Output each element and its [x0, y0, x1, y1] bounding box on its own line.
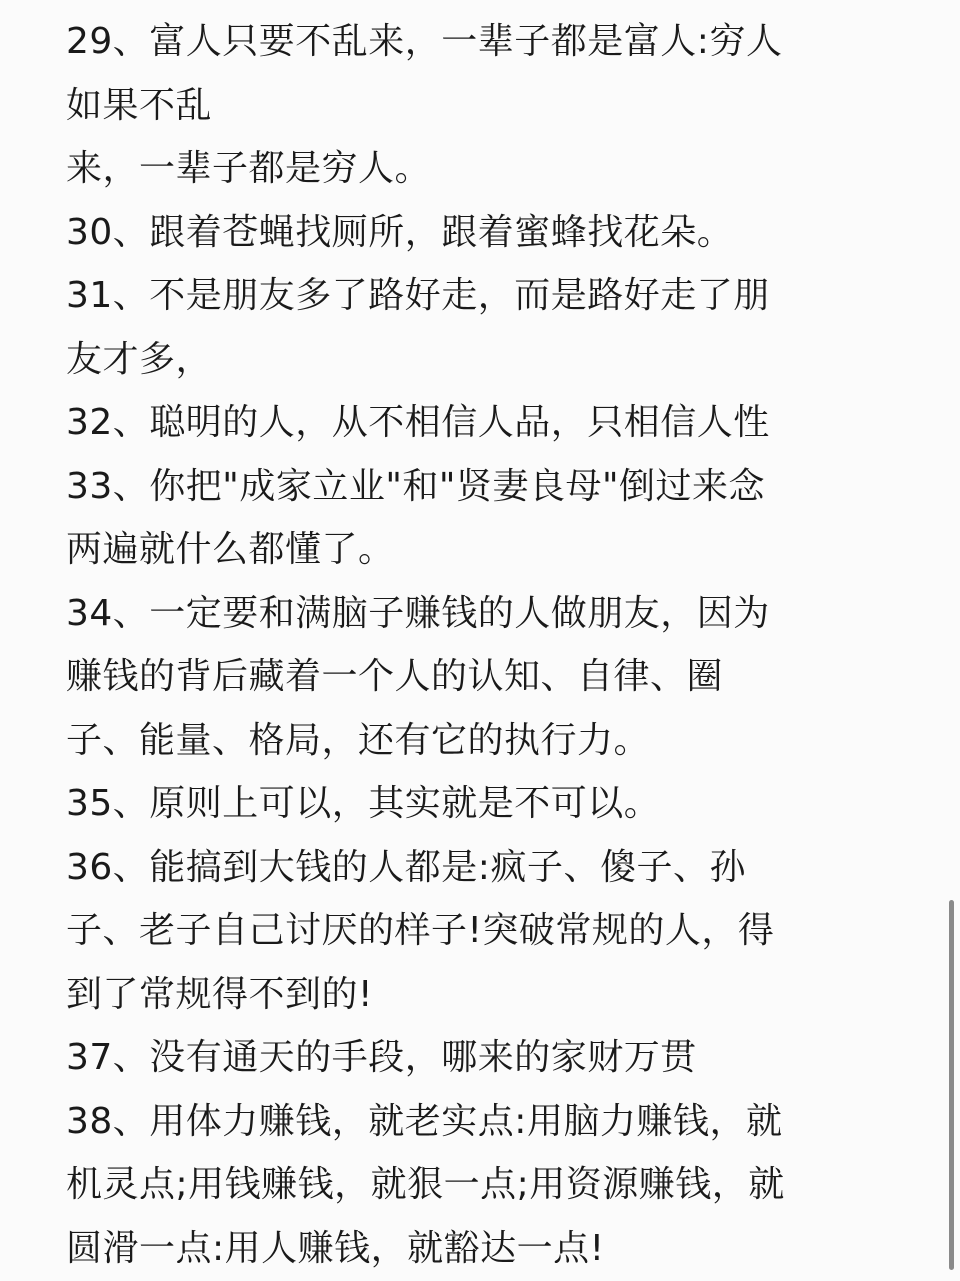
text-line: 30、跟着苍蝇找厕所，跟着蜜蜂找花朵。	[66, 211, 734, 253]
text-line: 33、你把"成家立业"和"贤妻良母"倒过来念	[66, 465, 766, 507]
text-line: 36、能搞到大钱的人都是:疯子、傻子、孙	[66, 846, 746, 888]
text-line: 31、不是朋友多了路好走，而是路好走了朋	[66, 275, 770, 316]
text-line: 子、老子自己讨厌的样子!突破常规的人，得	[66, 910, 775, 951]
text-line: 32、聪明的人，从不相信人品，只相信人性	[66, 402, 770, 443]
text-line: 如果不乱	[66, 84, 213, 126]
scrollbar[interactable]	[949, 900, 954, 1270]
text-line: 35、原则上可以，其实就是不可以。	[66, 783, 661, 824]
text-line: 机灵点;用钱赚钱，就狠一点;用资源赚钱，就	[66, 1164, 785, 1205]
text-line: 来，一辈子都是穷人。	[66, 148, 432, 189]
text-line: 29、富人只要不乱来，一辈子都是富人:穷人	[66, 21, 783, 62]
quote-list	[66, 10, 946, 1280]
text-line: 子、能量、格局，还有它的执行力。	[66, 719, 651, 761]
text-line: 到了常规得不到的!	[66, 973, 373, 1015]
text-line: 两遍就什么都懂了。	[66, 529, 395, 570]
text-line: 37、没有通天的手段，哪来的家财万贯	[66, 1037, 697, 1078]
text-line: 友才多，	[66, 338, 213, 380]
text-line: 34、一定要和满脑子赚钱的人做朋友，因为	[66, 592, 770, 634]
text-line: 38、用体力赚钱，就老实点:用脑力赚钱，就	[66, 1100, 783, 1142]
text-line: 圆滑一点:用人赚钱，就豁达一点!	[66, 1227, 605, 1269]
text-line: 赚钱的背后藏着一个人的认知、自律、圈	[66, 656, 724, 697]
